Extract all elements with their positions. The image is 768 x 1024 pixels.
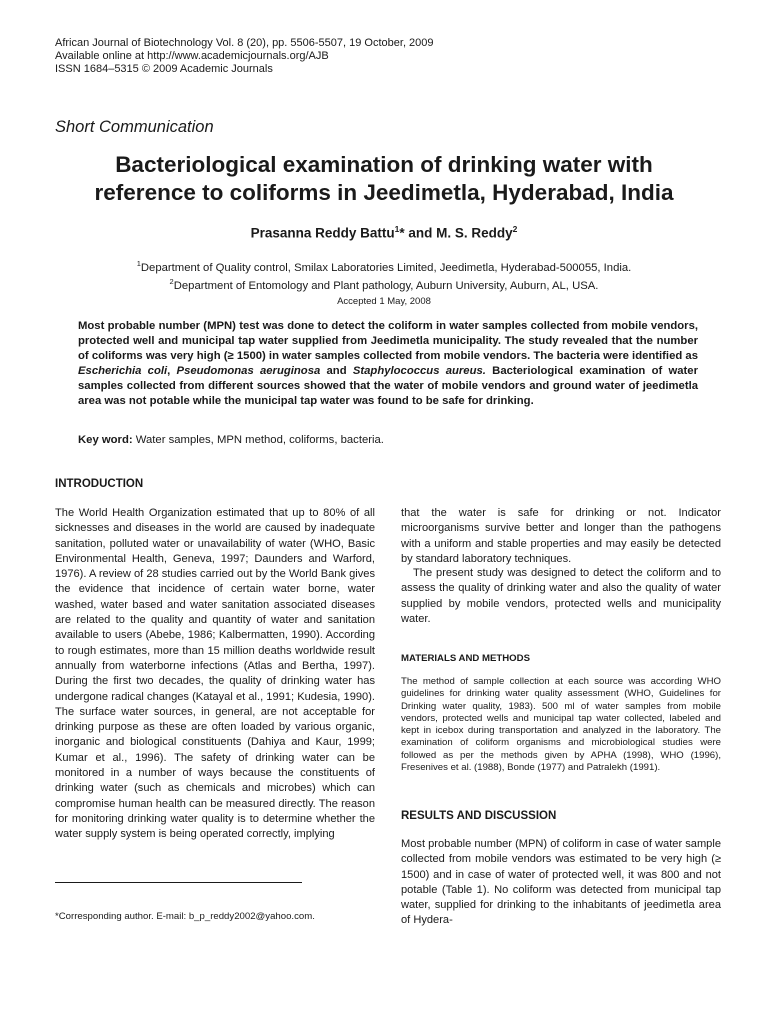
introduction-right-paragraph-2: The present study was designed to detect the coliform and to assess the quality of drinking water and also the quality of water supplied by mobile vendors, protected wells and municipality water. [401,567,721,625]
accepted-date: Accepted 1 May, 2008 [337,296,431,307]
keywords [78,434,384,446]
title-line-1: Bacteriological examination of drinking water with [115,152,653,177]
results-text: Most probable number (MPN) of coliform in case of water sample collected from mobile vendors was estimated to be very high (≥ 1500) and in case of water of protected well, it was 800 and not potable (Table 1). No coliform was detected from municipal tap water, supplied for drinking to the inhabitants of jeedimetla area of Hydera- [401,838,721,927]
methods-heading: MATERIALS AND METHODS [401,653,530,664]
keywords-label: Key word: [78,434,133,446]
author-2: M. S. Reddy [436,225,513,241]
keywords-text: Water samples, MPN method, coliforms, bacteria. [132,434,384,446]
author-joiner: and [404,225,437,241]
journal-issn: ISSN 1684–5315 © 2009 Academic Journals [55,63,273,75]
corresponding-mark: * [399,225,405,241]
author-1-affiliation-mark: 1 [394,224,400,234]
article-title [40,151,728,207]
corresponding-footnote: *Corresponding author. E-mail: b_p_reddy2002@yahoo.com. [55,911,315,922]
introduction-left-column: The World Health Organization estimated that up to 80% of all sicknesses and diseases in the world are caused by inadequate sanitation, polluted water or unavailability of water (WHO, Basic Environmental Health, Geneva, 1997; Daunders and Warford, 1976). A review of 28 studies carried out by the World Bank gives the evidence that incidence of certain water borne, water washed, water based and water sanitation associated diseases are related to the quality and quantity of water and sanitation available to users (Abebe, 1986; Kalbermatten, 1990). According to rough estimates, more than 15 million deaths worldwide result annually from waterborne infections (Atlas and Bertha, 1997). During the first two decades, the quality of drinking water has undergone radical changes (Katayal et al., 1991; Kudesia, 1990). The surface water sources, in general, are not acceptable for drinking purpose as these are often loaded by various organic, inorganic and biological constituents (Dahiya and Kaur, 1999; Kumar et al., 1996). The safety of drinking water can be monitored in a number of ways because the constituents of drinking water (such as chemicals and microbes) which can compromise human health can be measured directly. The reason for monitoring drinking water quality is to determine whether the water supply system is being operated correctly, implying [55,507,375,841]
results-heading: RESULTS AND DISCUSSION [401,810,557,822]
journal-availability: Available online at http://www.academicjournals.org/AJB [55,50,329,62]
methods-text: The method of sample collection at each source was according WHO guidelines for drinking water quality assessment (WHO, Guidelines for Drinking water quality, 1983). 500 ml of water samples from mobile vendors, protected wells and municipal tap water collected, labeled and kept in icebox during transportation and analyzed in the laboratory. The examination of coliform organisms and microbiological studies were followed as per the methods given by APHA (1998), WHO (1996), Fresenives et al. (1988), Bonde (1977) and Patralekh (1991). [401,676,721,774]
section-type: Short Communication [55,118,214,136]
title-line-2: reference to coliforms in Jeedimetla, Hyderabad, India [94,180,674,205]
journal-citation: African Journal of Biotechnology Vol. 8 (20), pp. 5506-5507, 19 October, 2009 [55,37,434,49]
organism-ecoli: Escherichia coli [78,365,168,377]
author-1: Prasanna Reddy Battu [250,225,395,241]
authors [40,224,728,241]
abstract: Most probable number (MPN) test was done to detect the coliform in water samples collected from mobile vendors, protected well and municipal tap water supplied from Jeedimetla municipality. The study revealed that the number of coliforms was very high (≥ 1500) in water samples collected from mobile vendors. The bacteria were identified as Escherichia coli, Pseudomonas aeruginosa and Staphylococcus aureus. Bacteriological examination of water samples collected from different sources showed that the water of mobile vendors and ground water of jeedimetla area was not potable while the municipal tap water was found to be safe for drinking. [78,320,698,407]
organism-pseudomonas: Pseudomonas aeruginosa [176,365,321,377]
author-2-affiliation-mark: 2 [512,224,518,234]
footnote-divider [55,882,302,883]
introduction-right-paragraph-1: that the water is safe for drinking or not. Indicator microorganisms survive better and longer than the pathogens with a uniform and stable properties and may easily be detected by standard laboratory techniques. [401,507,721,565]
organism-staphylococcus: Staphylococcus aureus. [352,365,486,377]
affiliation-1: $^1$Department of Quality control, Smilax Laboratories Limited, Jeedimetla, Hyderabad-500055, India. [136,259,632,274]
introduction-heading: INTRODUCTION [55,478,144,490]
affiliations [40,257,728,294]
journal-header [55,37,434,76]
affiliation-2: $^2$Department of Entomology and Plant pathology, Auburn University, Auburn, AL, USA. [169,277,599,293]
